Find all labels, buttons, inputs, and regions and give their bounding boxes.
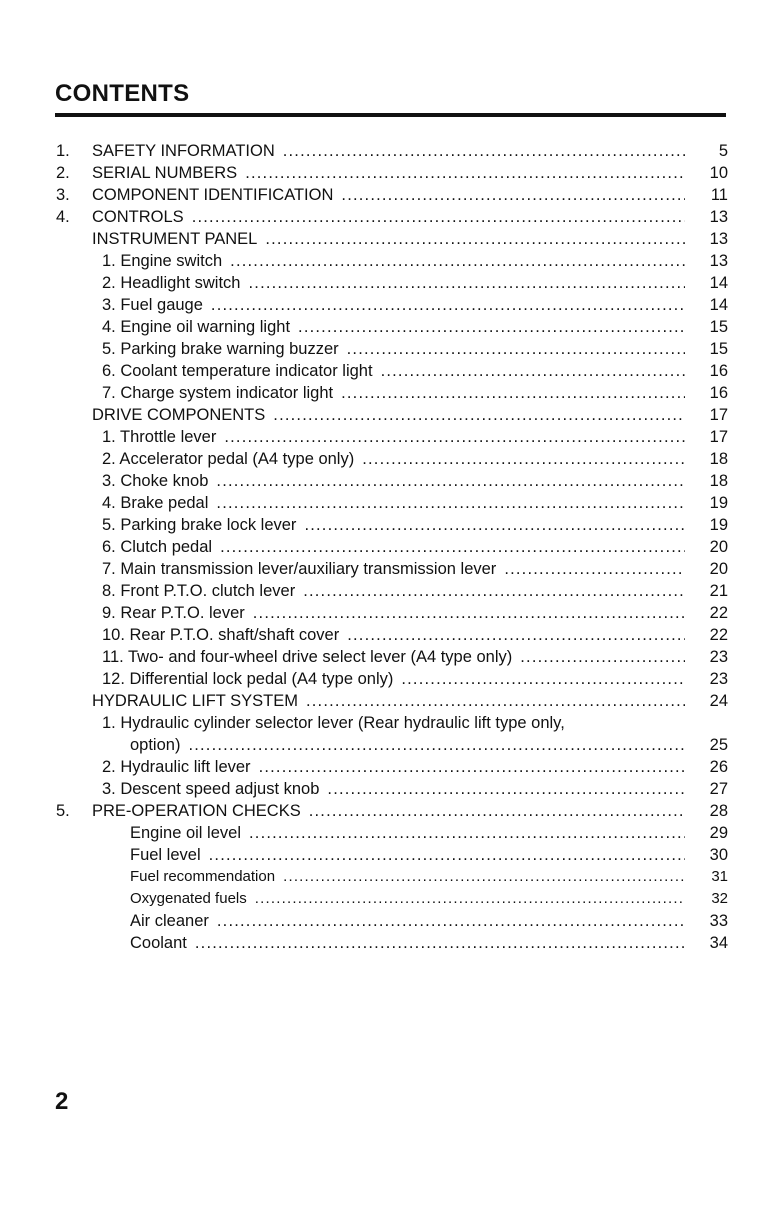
- toc-entry-line: [102, 558, 685, 580]
- dot-leader: [283, 140, 685, 162]
- toc-entry-page: 15: [709, 340, 728, 358]
- toc-entry-line: [92, 206, 685, 228]
- dot-leader: [188, 734, 685, 756]
- toc-entry[interactable]: [0, 338, 769, 360]
- toc-entry-line: [130, 932, 685, 954]
- dot-leader: [520, 646, 685, 668]
- dot-leader: [341, 382, 685, 404]
- heading-rule: [55, 113, 726, 117]
- toc-entry-title: 4. Brake pedal: [102, 492, 216, 514]
- dot-leader: [253, 602, 685, 624]
- toc-entry-page: 5: [718, 142, 728, 160]
- toc-entry-line: [92, 162, 685, 184]
- toc-entry[interactable]: [0, 712, 769, 734]
- toc-entry-page: 17: [709, 406, 728, 424]
- toc-entry-page: 30: [709, 846, 728, 864]
- toc-entry-page: 32: [711, 890, 728, 907]
- toc-entry-line: [130, 888, 685, 910]
- toc-entry[interactable]: [0, 734, 769, 756]
- toc-entry-page: 19: [709, 516, 728, 534]
- toc-entry-line: [130, 734, 685, 756]
- toc-entry-page: 27: [709, 780, 728, 798]
- toc-entry-page: 34: [709, 934, 728, 952]
- toc-entry-title: option): [130, 734, 188, 756]
- toc-entry-line: [102, 338, 685, 360]
- toc-entry-title: 1. Hydraulic cylinder selector lever (Rear hydraulic lift type only,: [102, 712, 573, 734]
- toc-entry-title: Fuel level: [130, 844, 209, 866]
- toc-entry-page: 16: [709, 384, 728, 402]
- toc-entry[interactable]: [0, 492, 769, 514]
- dot-leader: [347, 338, 685, 360]
- toc-entry-title: 8. Front P.T.O. clutch lever: [102, 580, 303, 602]
- toc-entry-line: [102, 602, 685, 624]
- toc-entry-title: 4. Engine oil warning light: [102, 316, 298, 338]
- toc-entry-page: 31: [711, 868, 728, 885]
- toc-entry-page: 13: [709, 230, 728, 248]
- toc-entry[interactable]: [0, 624, 769, 646]
- dot-leader: [249, 822, 685, 844]
- dot-leader: [504, 558, 685, 580]
- toc-entry-page: 16: [709, 362, 728, 380]
- toc-entry[interactable]: [0, 580, 769, 602]
- toc-entry-line: [130, 822, 685, 844]
- toc-entry-line: [102, 778, 685, 800]
- toc-entry[interactable]: [0, 888, 769, 910]
- toc-entry[interactable]: [0, 800, 769, 822]
- dot-leader: [347, 624, 685, 646]
- toc-entry-page: 13: [709, 208, 728, 226]
- toc-entry-title: 2. Accelerator pedal (A4 type only): [102, 448, 362, 470]
- toc-entry-page: 22: [709, 626, 728, 644]
- dot-leader: [259, 756, 685, 778]
- toc-entry-title: 3. Fuel gauge: [102, 294, 211, 316]
- toc-entry-page: 11: [710, 186, 728, 204]
- toc-entry-line: [102, 580, 685, 602]
- toc-entry-number: 4.: [56, 208, 70, 226]
- toc-entry-title: COMPONENT IDENTIFICATION: [92, 184, 341, 206]
- toc-entry[interactable]: [0, 426, 769, 448]
- toc-entry-line: [102, 646, 685, 668]
- dot-leader: [195, 932, 685, 954]
- page-title: CONTENTS: [55, 80, 190, 107]
- dot-leader: [327, 778, 685, 800]
- toc-entry-line: [102, 360, 685, 382]
- toc-entry-title: 1. Engine switch: [102, 250, 230, 272]
- toc-entry[interactable]: [0, 866, 769, 888]
- dot-leader: [249, 272, 686, 294]
- toc-entry-line: [102, 272, 685, 294]
- toc-entry-page: 19: [709, 494, 728, 512]
- toc-entry[interactable]: [0, 228, 769, 250]
- toc-entry-title: 9. Rear P.T.O. lever: [102, 602, 253, 624]
- toc-entry[interactable]: [0, 448, 769, 470]
- dot-leader: [306, 690, 685, 712]
- toc-entry-page: 23: [709, 648, 728, 666]
- toc-entry-title: Oxygenated fuels: [130, 888, 255, 910]
- table-of-contents: [0, 140, 769, 954]
- toc-entry-title: 7. Main transmission lever/auxiliary transmission lever: [102, 558, 504, 580]
- toc-entry-line: [92, 140, 685, 162]
- toc-entry[interactable]: [0, 250, 769, 272]
- toc-entry[interactable]: [0, 382, 769, 404]
- toc-entry[interactable]: [0, 162, 769, 184]
- toc-entry-line: [102, 514, 685, 536]
- toc-entry[interactable]: [0, 822, 769, 844]
- toc-entry-number: 5.: [56, 802, 70, 820]
- dot-leader: [216, 492, 685, 514]
- dot-leader: [303, 580, 685, 602]
- toc-entry-title: Air cleaner: [130, 910, 217, 932]
- toc-entry-title: SAFETY INFORMATION: [92, 140, 283, 162]
- toc-entry[interactable]: [0, 470, 769, 492]
- dot-leader: [211, 294, 685, 316]
- toc-entry-line: [102, 294, 685, 316]
- toc-entry[interactable]: [0, 844, 769, 866]
- toc-entry-line: [92, 690, 685, 712]
- toc-entry-title: 6. Clutch pedal: [102, 536, 220, 558]
- dot-leader: [220, 536, 685, 558]
- toc-entry-title: 5. Parking brake warning buzzer: [102, 338, 347, 360]
- dot-leader: [273, 404, 685, 426]
- toc-entry[interactable]: [0, 360, 769, 382]
- dot-leader: [298, 316, 685, 338]
- toc-entry-number: 2.: [56, 164, 70, 182]
- dot-leader: [265, 228, 685, 250]
- toc-entry-page: 20: [709, 560, 728, 578]
- toc-entry-title: 1. Throttle lever: [102, 426, 224, 448]
- toc-entry-title: Coolant: [130, 932, 195, 954]
- toc-entry-title: CONTROLS: [92, 206, 192, 228]
- toc-entry-line: [102, 448, 685, 470]
- toc-entry-title: 2. Hydraulic lift lever: [102, 756, 259, 778]
- toc-entry-page: 14: [709, 296, 728, 314]
- toc-entry-line: [130, 910, 685, 932]
- toc-entry-title: INSTRUMENT PANEL: [92, 228, 265, 250]
- toc-entry[interactable]: [0, 602, 769, 624]
- toc-entry-title: DRIVE COMPONENTS: [92, 404, 273, 426]
- toc-entry-line: [92, 404, 685, 426]
- toc-entry[interactable]: [0, 206, 769, 228]
- toc-entry-line: [92, 800, 685, 822]
- toc-entry-number: 3.: [56, 186, 70, 204]
- dot-leader: [216, 470, 685, 492]
- toc-entry-page: 13: [709, 252, 728, 270]
- toc-entry-line: [102, 316, 685, 338]
- toc-entry-line: [102, 668, 685, 690]
- toc-entry-title: HYDRAULIC LIFT SYSTEM: [92, 690, 306, 712]
- dot-leader: [341, 184, 685, 206]
- dot-leader: [381, 360, 685, 382]
- toc-entry-page: 18: [709, 472, 728, 490]
- toc-entry-page: 15: [709, 318, 728, 336]
- toc-entry-line: [102, 756, 685, 778]
- dot-leader: [255, 888, 685, 910]
- dot-leader: [283, 866, 685, 888]
- toc-entry-line: [102, 624, 685, 646]
- toc-entry[interactable]: [0, 932, 769, 954]
- dot-leader: [217, 910, 685, 932]
- toc-entry-title: Fuel recommendation: [130, 866, 283, 888]
- toc-entry-title: PRE-OPERATION CHECKS: [92, 800, 309, 822]
- toc-entry[interactable]: [0, 514, 769, 536]
- dot-leader: [192, 206, 685, 228]
- dot-leader: [309, 800, 685, 822]
- toc-entry-page: 33: [709, 912, 728, 930]
- toc-entry[interactable]: [0, 184, 769, 206]
- toc-entry-page: 25: [709, 736, 728, 754]
- toc-entry[interactable]: [0, 646, 769, 668]
- toc-entry-line: [130, 866, 685, 888]
- toc-entry-line: [130, 844, 685, 866]
- toc-entry-line: [102, 382, 685, 404]
- toc-entry-number: 1.: [56, 142, 70, 160]
- toc-entry-title: Engine oil level: [130, 822, 249, 844]
- toc-entry-line: [92, 184, 685, 206]
- dot-leader: [245, 162, 685, 184]
- dot-leader: [362, 448, 685, 470]
- dot-leader: [224, 426, 685, 448]
- dot-leader: [230, 250, 685, 272]
- toc-entry-page: 29: [709, 824, 728, 842]
- dot-leader: [304, 514, 685, 536]
- toc-entry-line: [102, 536, 685, 558]
- toc-entry[interactable]: [0, 294, 769, 316]
- toc-entry-title: 3. Choke knob: [102, 470, 216, 492]
- toc-entry[interactable]: [0, 778, 769, 800]
- toc-entry-page: 20: [709, 538, 728, 556]
- toc-entry-page: 26: [709, 758, 728, 776]
- toc-entry-page: 17: [709, 428, 728, 446]
- page-number: 2: [55, 1088, 69, 1115]
- toc-entry-page: 23: [709, 670, 728, 688]
- dot-leader: [209, 844, 685, 866]
- toc-entry-line: [102, 250, 685, 272]
- toc-entry[interactable]: [0, 140, 769, 162]
- toc-entry-title: 2. Headlight switch: [102, 272, 249, 294]
- toc-entry-page: 10: [709, 164, 728, 182]
- toc-entry[interactable]: [0, 910, 769, 932]
- toc-entry-page: 18: [709, 450, 728, 468]
- toc-entry[interactable]: [0, 404, 769, 426]
- toc-entry[interactable]: [0, 272, 769, 294]
- toc-entry[interactable]: [0, 690, 769, 712]
- toc-entry-page: 14: [709, 274, 728, 292]
- toc-entry-page: 28: [709, 802, 728, 820]
- toc-entry-line: [102, 426, 685, 448]
- toc-entry[interactable]: [0, 558, 769, 580]
- toc-entry-line: [102, 492, 685, 514]
- toc-entry-title: 3. Descent speed adjust knob: [102, 778, 327, 800]
- toc-entry[interactable]: [0, 668, 769, 690]
- toc-entry[interactable]: [0, 536, 769, 558]
- dot-leader: [401, 668, 685, 690]
- toc-entry-page: 22: [709, 604, 728, 622]
- toc-entry-line: [92, 228, 685, 250]
- toc-entry[interactable]: [0, 756, 769, 778]
- toc-entry-page: 24: [709, 692, 728, 710]
- toc-entry-title: 11. Two- and four-wheel drive select lever (A4 type only): [102, 646, 520, 668]
- toc-entry[interactable]: [0, 316, 769, 338]
- toc-entry-title: SERIAL NUMBERS: [92, 162, 245, 184]
- toc-entry-title: 10. Rear P.T.O. shaft/shaft cover: [102, 624, 347, 646]
- toc-entry-line: [102, 470, 685, 492]
- toc-entry-title: 5. Parking brake lock lever: [102, 514, 304, 536]
- toc-entry-page: 21: [709, 582, 728, 600]
- toc-entry-title: 12. Differential lock pedal (A4 type only): [102, 668, 401, 690]
- toc-entry-title: 7. Charge system indicator light: [102, 382, 341, 404]
- toc-entry-line: [102, 712, 729, 734]
- toc-entry-title: 6. Coolant temperature indicator light: [102, 360, 381, 382]
